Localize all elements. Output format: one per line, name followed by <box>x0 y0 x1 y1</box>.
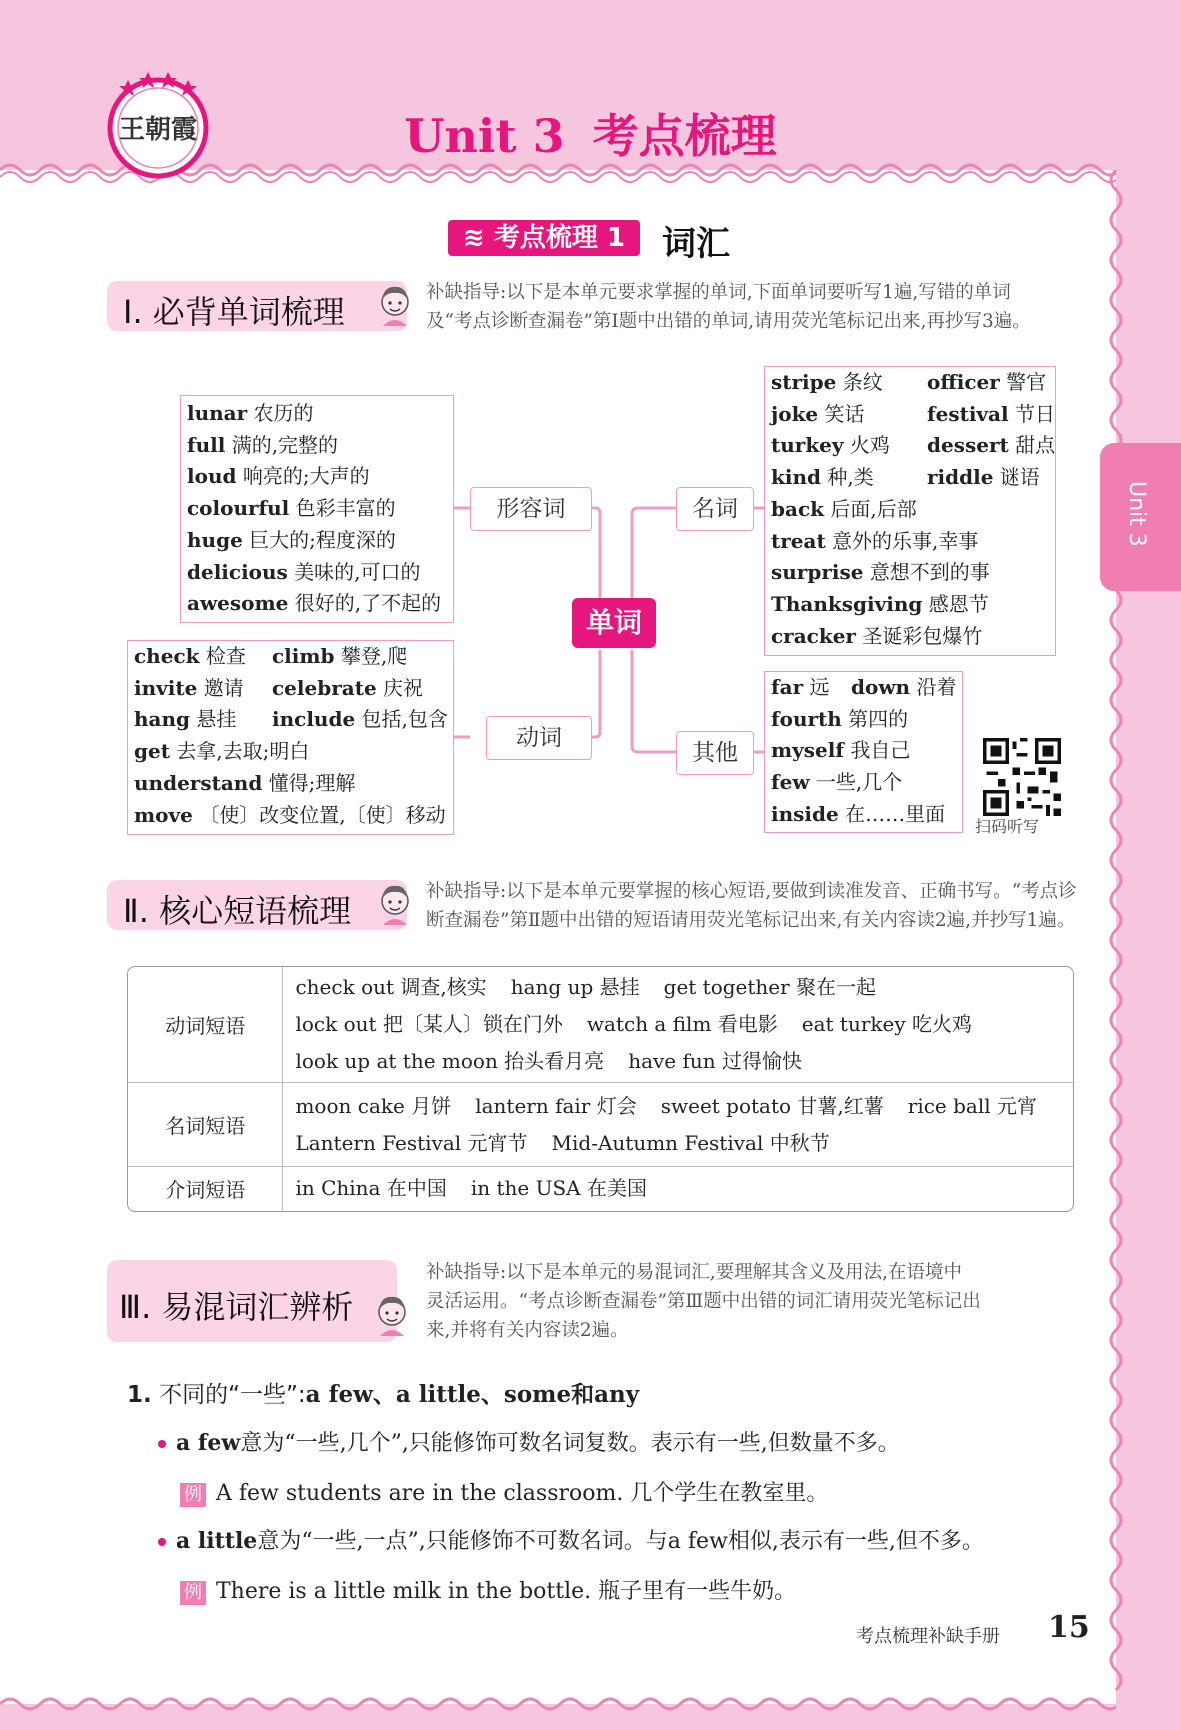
student-cartoon-icon <box>375 280 415 328</box>
word-entry <box>272 641 407 673</box>
bullet-text: 意为“一些,几个”,只能修饰可数名词复数。表示有一些,但数量不多。 <box>240 1431 900 1456</box>
word-en: fourth <box>771 706 842 731</box>
phrase: watch a film 看电影 <box>586 1012 778 1036</box>
word-entry <box>771 367 927 399</box>
phrase: get together 聚在一起 <box>663 975 877 999</box>
title-main: 考点梳理 <box>592 109 777 163</box>
word-entry <box>134 673 272 705</box>
word-line <box>771 367 1049 399</box>
word-entry <box>187 430 338 462</box>
section-1-title: Ⅰ. 必背单词梳理 <box>123 293 345 331</box>
word-zh: 条纹 <box>842 370 883 394</box>
word-line <box>134 800 447 832</box>
bullet-dot-icon <box>158 1538 166 1546</box>
word-en: myself <box>771 738 844 763</box>
word-line <box>187 525 447 557</box>
section-2-title: Ⅱ. 核心短语梳理 <box>123 892 352 930</box>
section-3-hint-line: 补缺指导:以下是本单元的易混词汇,要理解其含义及用法,在语境中 <box>426 1262 962 1283</box>
qr-caption: 扫码听写 <box>975 817 1040 836</box>
title-unit: Unit 3 <box>404 109 565 163</box>
word-line <box>771 704 956 736</box>
word-en: cracker <box>771 623 856 648</box>
phrase: lock out 把〔某人〕锁在门外 <box>295 1012 563 1036</box>
word-en: huge <box>187 527 243 552</box>
section-3-hint-line: 灵活运用。“考点诊断查漏卷”第Ⅲ题中出错的词汇请用荧光笔标记出 <box>426 1291 981 1312</box>
word-en: stripe <box>771 370 837 394</box>
word-line <box>771 672 956 704</box>
section-3-header <box>107 1260 397 1342</box>
word-en: turkey <box>771 433 844 458</box>
word-entry <box>771 399 927 431</box>
word-zh: 去拿,去取;明白 <box>176 739 310 764</box>
phrase-category: 介词短语 <box>128 1167 283 1211</box>
word-zh: 农历的 <box>253 401 314 425</box>
word-line <box>187 430 447 462</box>
word-en: kind <box>771 465 821 490</box>
word-en: riddle <box>927 465 994 490</box>
word-en: down <box>851 675 911 699</box>
word-zh: 圣诞彩包爆竹 <box>862 623 983 648</box>
side-tab-label: Unit 3 <box>1124 481 1149 547</box>
word-en: far <box>771 675 804 699</box>
word-line <box>771 799 956 831</box>
word-entry <box>771 589 989 621</box>
word-zh: 巨大的;程度深的 <box>249 527 396 552</box>
bullet-dot-icon <box>158 1440 166 1448</box>
word-entry <box>771 430 927 462</box>
word-zh: 响亮的;大声的 <box>242 464 370 489</box>
item-1-number: 1. <box>127 1382 152 1408</box>
example-text: There is a little milk in the bottle. 瓶子里有一些牛奶。 <box>216 1579 797 1604</box>
word-en: full <box>187 432 226 457</box>
word-entry <box>272 673 423 705</box>
bullet-a-few <box>158 1426 900 1457</box>
section-1-hint-line: 及“考点诊断查漏卷”第Ⅰ题中出错的单词,请用荧光笔标记出来,再抄写3遍。 <box>426 311 1031 332</box>
word-en: loud <box>187 464 237 489</box>
word-en: lunar <box>187 401 248 425</box>
footer-book-name: 考点梳理补缺手册 <box>856 1626 1000 1647</box>
word-en: dessert <box>927 433 1009 458</box>
nouns-box <box>764 366 1056 656</box>
section-3-title: Ⅲ. 易混词汇辨析 <box>119 1288 354 1326</box>
word-line <box>134 736 447 768</box>
word-line <box>771 589 1049 621</box>
word-entry <box>771 621 982 653</box>
word-entry <box>771 767 902 799</box>
word-zh: 后面,后部 <box>830 496 917 521</box>
word-en: move <box>134 802 193 827</box>
phrase: Lantern Festival 元宵节 <box>295 1130 528 1155</box>
example-text: A few students are in the classroom. 几个学生在教室里。 <box>216 1481 829 1506</box>
qr-code-icon[interactable] <box>983 738 1061 816</box>
word-entry <box>771 672 851 704</box>
section-3-hint-line: 来,并将有关内容读2遍。 <box>426 1320 629 1341</box>
phrase: have fun 过得愉快 <box>628 1049 803 1073</box>
word-en: joke <box>771 401 819 426</box>
phrase: rice ball 元宵 <box>907 1093 1037 1118</box>
word-en: check <box>134 644 200 668</box>
word-zh: 懂得;理解 <box>268 770 356 795</box>
phrase-line <box>295 1125 1061 1162</box>
phrase-row <box>128 1167 1073 1211</box>
word-entry <box>927 399 1055 431</box>
word-line <box>187 398 447 430</box>
word-en: colourful <box>187 496 290 521</box>
bullet-text: 意为“一些,一点”,只能修饰不可数名词。与a few相似,表示有一些,但不多。 <box>257 1529 984 1554</box>
word-zh: 远 <box>809 675 830 699</box>
example-mark-icon: 例 <box>180 1581 206 1605</box>
others-box <box>764 671 963 833</box>
verbs-box <box>127 640 454 835</box>
word-zh: 火鸡 <box>849 433 890 458</box>
page-title <box>0 100 1181 166</box>
word-entry <box>771 462 927 494</box>
word-line <box>187 588 447 620</box>
section-1-hint-line: 补缺指导:以下是本单元要求掌握的单词,下面单词要听写1遍,写错的单词 <box>426 282 1011 303</box>
item-1-heading <box>127 1376 639 1409</box>
word-line <box>771 430 1056 462</box>
phrase-line <box>295 1088 1061 1125</box>
phrase: in China 在中国 <box>295 1176 447 1201</box>
word-zh: 笑话 <box>824 401 865 426</box>
word-zh: 庆祝 <box>383 675 424 700</box>
phrase-category: 名词短语 <box>128 1083 283 1167</box>
mindmap-center: 单词 <box>572 598 656 648</box>
word-zh: 悬挂 <box>196 707 237 732</box>
word-en: delicious <box>187 559 288 584</box>
word-zh: 满的,完整的 <box>231 432 339 457</box>
section-2-hint-line: 断查漏卷”第Ⅱ题中出错的短语请用荧光笔标记出来,有关内容读2遍,并抄写1遍。 <box>426 910 1076 931</box>
student-cartoon-icon <box>372 1290 412 1338</box>
word-entry <box>134 704 272 736</box>
word-zh: 美味的,可口的 <box>294 559 421 584</box>
word-line <box>187 461 447 493</box>
item-1-title: 不同的“一些”: <box>159 1382 306 1408</box>
word-zh: 很好的,了不起的 <box>294 591 442 616</box>
example-1 <box>180 1476 828 1507</box>
word-entry <box>187 398 314 430</box>
word-line <box>771 621 1049 653</box>
word-entry <box>134 736 309 768</box>
student-cartoon-icon <box>375 879 415 927</box>
phrase-row <box>128 1083 1073 1167</box>
word-line <box>771 526 1049 558</box>
right-wave-border <box>1100 170 1130 1730</box>
verb-tag: 动词 <box>486 716 592 760</box>
word-entry <box>134 768 355 800</box>
logo-text: 王朝霞 <box>118 115 198 145</box>
word-zh: 谜语 <box>999 465 1040 490</box>
word-entry <box>134 800 446 832</box>
word-en: climb <box>272 644 335 668</box>
section-3-hint <box>426 1258 981 1345</box>
section-1-hint <box>426 278 1031 336</box>
word-en: treat <box>771 528 826 553</box>
word-en: few <box>771 770 810 795</box>
word-en: get <box>134 739 170 764</box>
example-2 <box>180 1574 796 1605</box>
word-zh: 色彩丰富的 <box>295 496 396 521</box>
word-zh: 甜点 <box>1015 433 1056 458</box>
bullet-word: a few <box>176 1430 241 1456</box>
word-entry <box>272 704 448 736</box>
phrase: Mid-Autumn Festival 中秋节 <box>551 1130 830 1155</box>
word-entry <box>851 672 956 704</box>
phrase-line <box>295 1006 1061 1043</box>
word-line <box>134 704 447 736</box>
section-2-hint-line: 补缺指导:以下是本单元要掌握的核心短语,要做到读准发音、正确书写。“考点诊 <box>426 881 1077 902</box>
word-zh: 警官 <box>1006 370 1047 394</box>
word-en: awesome <box>187 591 289 616</box>
phrase: lantern fair 灯会 <box>475 1093 637 1118</box>
word-entry <box>927 430 1055 462</box>
section-2-hint <box>426 877 1077 935</box>
word-entry <box>187 461 370 493</box>
word-line <box>187 493 447 525</box>
word-zh: 一些,几个 <box>815 770 903 795</box>
word-zh: 在……里面 <box>845 801 946 826</box>
word-entry <box>771 557 990 589</box>
bullet-word: a little <box>176 1528 258 1554</box>
word-entry <box>927 462 1040 494</box>
phrase: in the USA 在美国 <box>470 1176 647 1201</box>
bullet-a-little <box>158 1524 984 1555</box>
section-1-header <box>107 281 407 331</box>
word-en: back <box>771 496 824 521</box>
word-en: hang <box>134 707 191 732</box>
word-zh: 第四的 <box>848 706 909 731</box>
word-line <box>771 767 956 799</box>
word-entry <box>771 735 910 767</box>
phrase-items <box>283 1167 1073 1211</box>
phrase-category: 动词短语 <box>128 967 283 1083</box>
word-en: celebrate <box>272 675 377 700</box>
word-en: festival <box>927 401 1009 426</box>
word-zh: 意外的乐事,幸事 <box>832 528 979 553</box>
word-entry <box>134 641 272 673</box>
item-1-words: a few、a little、some和any <box>305 1381 640 1408</box>
word-entry <box>771 799 945 831</box>
word-zh: 包括,包含 <box>361 707 448 732</box>
word-line <box>771 462 1049 494</box>
word-en: invite <box>134 675 198 700</box>
word-line <box>771 494 1049 526</box>
phrase-line <box>295 969 1061 1006</box>
phrases-table <box>127 966 1074 1212</box>
page-number: 15 <box>1048 1610 1090 1645</box>
phrase-line <box>295 1170 1061 1207</box>
word-en: surprise <box>771 560 864 585</box>
word-en: inside <box>771 801 839 826</box>
section-2-header <box>107 880 407 930</box>
bottom-wave-border <box>0 1690 1181 1730</box>
word-line <box>771 399 1055 431</box>
word-zh: 攀登,爬 <box>340 644 408 668</box>
other-tag: 其他 <box>676 731 754 775</box>
word-zh: 我自己 <box>850 738 911 763</box>
phrase-items <box>283 967 1073 1083</box>
adjective-tag: 形容词 <box>470 487 592 531</box>
phrase: hang up 悬挂 <box>510 975 640 999</box>
adjectives-box <box>180 395 454 623</box>
word-line <box>187 557 447 589</box>
phrase: moon cake 月饼 <box>295 1093 452 1118</box>
phrase-row <box>128 967 1073 1083</box>
word-en: Thanksgiving <box>771 591 923 616</box>
noun-tag: 名词 <box>676 487 754 531</box>
section-badge-title: 词汇 <box>662 224 730 264</box>
word-zh: 节日 <box>1014 401 1055 426</box>
word-zh: 检查 <box>205 644 246 668</box>
example-mark-icon: 例 <box>180 1483 206 1507</box>
word-zh: 〔使〕改变位置,〔使〕移动 <box>199 802 446 827</box>
phrase-line <box>295 1043 1061 1080</box>
section-badge: ≋ 考点梳理 1 <box>448 220 640 256</box>
word-entry <box>771 494 917 526</box>
phrase: look up at the moon 抬头看月亮 <box>295 1049 605 1073</box>
word-line <box>134 641 447 673</box>
word-en: include <box>272 707 356 732</box>
word-entry <box>187 525 396 557</box>
word-line <box>771 557 1049 589</box>
word-line <box>134 768 447 800</box>
word-entry <box>927 367 1046 399</box>
phrase: check out 调查,核实 <box>295 975 487 999</box>
word-zh: 邀请 <box>203 675 244 700</box>
word-entry <box>187 557 421 589</box>
word-entry <box>771 704 908 736</box>
word-entry <box>187 493 396 525</box>
word-entry <box>187 588 441 620</box>
word-en: officer <box>927 370 1000 394</box>
word-zh: 意想不到的事 <box>869 560 990 585</box>
word-line <box>134 673 447 705</box>
word-zh: 沿着 <box>916 675 957 699</box>
word-line <box>771 735 956 767</box>
phrase: sweet potato 甘薯,红薯 <box>660 1093 884 1118</box>
word-zh: 种,类 <box>827 465 874 490</box>
word-zh: 感恩节 <box>928 591 989 616</box>
word-entry <box>771 526 978 558</box>
word-en: understand <box>134 770 263 795</box>
phrase: eat turkey 吃火鸡 <box>801 1012 973 1036</box>
unit-side-tab[interactable] <box>1100 443 1181 591</box>
phrase-items <box>283 1083 1073 1167</box>
